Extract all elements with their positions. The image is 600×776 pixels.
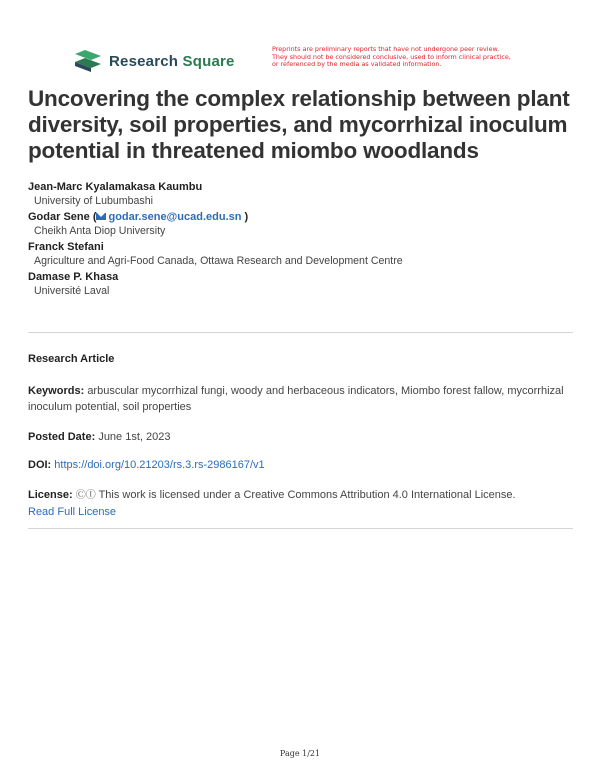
mail-icon xyxy=(96,213,106,220)
notice-line: They should not be considered conclusive, used to inform clinical practice, xyxy=(272,52,511,61)
paper-title: Uncovering the complex relationship between plant diversity, soil properties, and mycorrhizal inoculum potential in threatened miombo woodlands xyxy=(28,86,570,163)
logo-word-square: Square xyxy=(182,52,235,70)
doi xyxy=(28,457,573,473)
divider xyxy=(28,332,573,333)
notice-line: or referenced by the media as validated information. xyxy=(272,60,442,69)
author-affiliation: University of Lubumbashi xyxy=(34,195,153,207)
logo-word-research: Research xyxy=(109,52,179,70)
logo-text xyxy=(109,53,235,70)
keywords xyxy=(28,383,573,415)
author-name: Godar Sene xyxy=(28,211,90,223)
read-full-license-link[interactable]: Read Full License xyxy=(28,506,117,518)
author-affiliation: Cheikh Anta Diop University xyxy=(34,225,166,237)
author-list xyxy=(28,180,578,300)
author-name: Damase P. Khasa xyxy=(28,271,119,283)
preprint-notice xyxy=(272,46,572,69)
page-number: Page 1/21 xyxy=(279,749,321,758)
posted-date xyxy=(28,429,573,445)
author-affiliation: Agriculture and Agri-Food Canada, Ottawa Research and Development Centre xyxy=(34,255,403,267)
research-square-logo[interactable] xyxy=(75,48,235,74)
article-type xyxy=(28,351,573,367)
author-email-link[interactable]: godar.sene@ucad.edu.sn xyxy=(108,211,242,223)
posted-date-value: June 1st, 2023 xyxy=(98,431,171,443)
creative-commons-icon: ⒸⒾ xyxy=(75,490,96,501)
notice-line: Preprints are preliminary reports that have not undergone peer review. xyxy=(272,45,500,53)
author-name: Jean-Marc Kyalamakasa Kaumbu xyxy=(28,181,203,193)
keywords-label: Keywords: xyxy=(28,385,85,397)
author-name-with-email: Godar Sene ( godar.sene@ucad.edu.sn ) xyxy=(28,211,249,223)
doi-link[interactable]: https://doi.org/10.21203/rs.3.rs-2986167/v1 xyxy=(54,459,265,471)
author-name: Franck Stefani xyxy=(28,241,104,253)
license-text: This work is licensed under a Creative Commons Attribution 4.0 International License. xyxy=(98,489,516,501)
doi-label: DOI: xyxy=(28,459,52,471)
author-affiliation: Université Laval xyxy=(34,285,110,297)
research-square-logo-icon xyxy=(75,50,101,72)
license xyxy=(28,487,573,520)
article-type-label: Research Article xyxy=(28,353,115,365)
posted-date-label: Posted Date: xyxy=(28,431,96,443)
divider xyxy=(28,528,573,529)
keywords-text: arbuscular mycorrhizal fungi, woody and herbaceous indicators, Miombo forest fallow, mycorrhizal inoculum potential, soil properties xyxy=(28,385,564,413)
license-label: License: xyxy=(28,489,73,501)
